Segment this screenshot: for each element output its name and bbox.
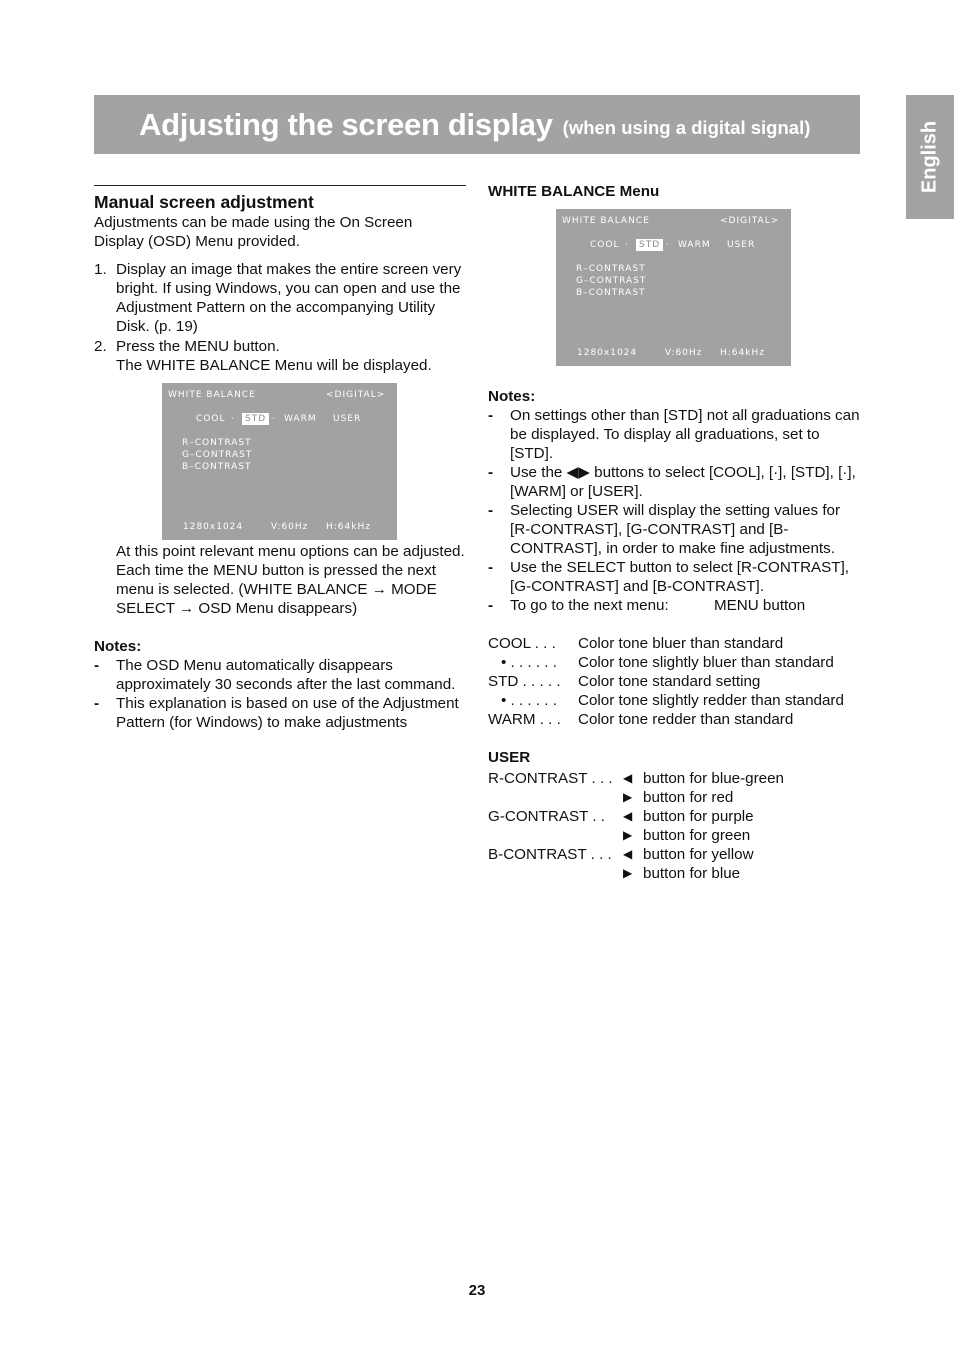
user-value: button for red — [643, 789, 734, 806]
osd-title: WHITE BALANCE — [168, 390, 256, 400]
osd-resolution: 1280x1024 — [183, 522, 244, 532]
tone-value: Color tone slightly bluer than standard — [578, 654, 834, 671]
next-menu-label: To go to the next menu: — [510, 597, 669, 614]
next-menu-button: MENU button — [714, 597, 806, 614]
page-title: Adjusting the screen display — [139, 107, 553, 142]
left-arrow-icon: ◀ — [623, 771, 633, 785]
note-item: - Use the SELECT button to select [R-CONTRAST], [G-CONTRAST] and [B-CONTRAST]. — [488, 559, 850, 595]
left-arrow-icon: ◀ — [623, 847, 633, 861]
osd-hfreq: H:64kHz — [326, 522, 371, 532]
note-item: - Selecting USER will display the setting values for [R-CONTRAST], [G-CONTRAST] and [B-CONTRAST], in order to make fine adjustments. — [488, 502, 841, 557]
osd-title: WHITE BALANCE — [562, 216, 650, 226]
notes-block — [488, 387, 863, 615]
notes-title: Notes: — [94, 638, 142, 655]
user-value: button for purple — [643, 808, 754, 825]
osd-g-contrast: G–CONTRAST — [182, 450, 253, 460]
user-key: B-CONTRAST . . . — [488, 846, 612, 863]
tone-row — [488, 710, 863, 729]
right-column — [488, 182, 863, 883]
tone-row — [488, 653, 863, 672]
menu-title: WHITE BALANCE Menu — [488, 183, 660, 200]
osd-warm: WARM — [284, 414, 317, 424]
osd-std-selected: STD — [636, 239, 663, 251]
osd-menu-image — [556, 209, 791, 366]
explanation-text: Each time the MENU button is pressed the next menu is selected. (WHITE BALANCE → MODE SELECT → OSD Menu disappears) — [116, 562, 437, 617]
title-bar — [94, 95, 860, 154]
section-title: Manual screen adjustment — [94, 192, 314, 212]
step-text: Display an image that makes the entire screen very bright. If using Windows, you can open and use the Adjustment Pattern on the accompanying Utility Disk. (p. 19) — [116, 261, 462, 335]
page-number: 23 — [468, 1282, 486, 1299]
note-item: - The OSD Menu automatically disappears approximately 30 seconds after the last command. — [94, 657, 456, 693]
section-rule — [94, 185, 466, 186]
step-number: 1. — [94, 261, 107, 278]
osd-cool: COOL — [196, 414, 226, 424]
step-item — [94, 260, 466, 336]
notes-block — [94, 637, 466, 732]
note-text: Selecting USER will display the setting values for [R-CONTRAST], [G-CONTRAST] and [B-CONTRAST], in order to make fine adjustments. — [510, 502, 841, 557]
notes-title: Notes: — [488, 388, 536, 405]
step-text: Press the MENU button. — [116, 338, 280, 355]
tone-value: Color tone bluer than standard — [578, 635, 784, 652]
explanation-text: At this point relevant menu options can be adjusted. — [116, 543, 465, 560]
note-item: - Use the ◀▶ buttons to select [COOL], [·], [STD], [·], [WARM] or [USER]. — [488, 464, 856, 500]
tone-key: COOL . . . — [488, 635, 556, 652]
user-row — [488, 807, 863, 826]
language-tab — [906, 95, 954, 219]
user-row — [488, 845, 863, 864]
note-text: The OSD Menu automatically disappears approximately 30 seconds after the last command. — [116, 657, 456, 693]
user-value: button for blue-green — [643, 770, 785, 787]
step-number: 2. — [94, 338, 107, 355]
osd-explanation — [94, 542, 466, 618]
tone-value: Color tone standard setting — [578, 673, 761, 690]
step-text-2: The WHITE BALANCE Menu will be displayed. — [116, 357, 432, 374]
notes-list — [488, 406, 863, 615]
tone-table — [488, 634, 863, 729]
user-value: button for yellow — [643, 846, 754, 863]
osd-r-contrast: R–CONTRAST — [576, 264, 646, 274]
osd-dot: · — [231, 414, 235, 424]
osd-vfreq: V:60Hz — [665, 348, 703, 358]
language-label: English — [918, 120, 941, 194]
tone-key: WARM . . . — [488, 711, 561, 728]
osd-g-contrast: G–CONTRAST — [576, 276, 647, 286]
osd-signal: <DIGITAL> — [326, 390, 386, 400]
note-item: - On settings other than [STD] not all graduations can be displayed. To display all graduations, set to [STD]. — [488, 407, 860, 462]
note-text: On settings other than [STD] not all graduations can be displayed. To display all graduations, set to [STD]. — [510, 407, 860, 462]
tone-key: • . . . . . . — [501, 654, 557, 671]
user-value: button for blue — [643, 865, 741, 882]
osd-b-contrast: B–CONTRAST — [576, 288, 646, 298]
right-arrow-icon: ▶ — [623, 828, 633, 842]
osd-user: USER — [727, 240, 756, 250]
user-row — [488, 769, 863, 788]
tone-key: • . . . . . . — [501, 692, 557, 709]
tone-row — [488, 691, 863, 710]
user-value: button for green — [643, 827, 751, 844]
step-item — [94, 337, 466, 375]
osd-std-selected: STD — [242, 413, 269, 425]
left-arrow-icon: ◀ — [623, 809, 633, 823]
tone-value: Color tone slightly redder than standard — [578, 692, 844, 709]
tone-value: Color tone redder than standard — [578, 711, 794, 728]
note-text: Use the ◀▶ buttons to select [COOL], [·], [STD], [·], [WARM] or [USER]. — [510, 464, 856, 500]
osd-cool: COOL — [590, 240, 620, 250]
user-title: USER — [488, 749, 531, 766]
notes-list — [94, 656, 466, 732]
left-column — [94, 185, 466, 732]
osd-menu-image — [162, 383, 397, 540]
note-item: - To go to the next menu: MENU button — [488, 597, 806, 614]
osd-signal: <DIGITAL> — [720, 216, 780, 226]
right-arrow-icon: ▶ — [623, 790, 633, 804]
user-row — [488, 864, 863, 883]
user-key: G-CONTRAST . . — [488, 808, 606, 825]
user-row — [488, 788, 863, 807]
note-text: Use the SELECT button to select [R-CONTRAST], [G-CONTRAST] and [B-CONTRAST]. — [510, 559, 850, 595]
steps-list — [94, 260, 466, 375]
osd-dot: · — [272, 414, 276, 424]
right-arrow-icon: ▶ — [623, 866, 633, 880]
osd-hfreq: H:64kHz — [720, 348, 765, 358]
note-text: This explanation is based on use of the Adjustment Pattern (for Windows) to make adjustments — [116, 695, 459, 731]
osd-warm: WARM — [678, 240, 711, 250]
user-key: R-CONTRAST . . . — [488, 770, 613, 787]
osd-vfreq: V:60Hz — [271, 522, 309, 532]
tone-row — [488, 672, 863, 691]
osd-user: USER — [333, 414, 362, 424]
note-item: - This explanation is based on use of the Adjustment Pattern (for Windows) to make adjustments — [94, 695, 459, 731]
osd-resolution: 1280x1024 — [577, 348, 638, 358]
osd-b-contrast: B–CONTRAST — [182, 462, 252, 472]
osd-dot: · — [625, 240, 629, 250]
osd-r-contrast: R–CONTRAST — [182, 438, 252, 448]
user-section — [488, 748, 863, 883]
tone-key: STD . . . . . — [488, 673, 561, 690]
intro-text: Adjustments can be made using the On Screen Display (OSD) Menu provided. — [94, 214, 413, 250]
tone-row — [488, 634, 863, 653]
user-row — [488, 826, 863, 845]
page-subtitle: (when using a digital signal) — [562, 117, 811, 138]
osd-dot: · — [666, 240, 670, 250]
